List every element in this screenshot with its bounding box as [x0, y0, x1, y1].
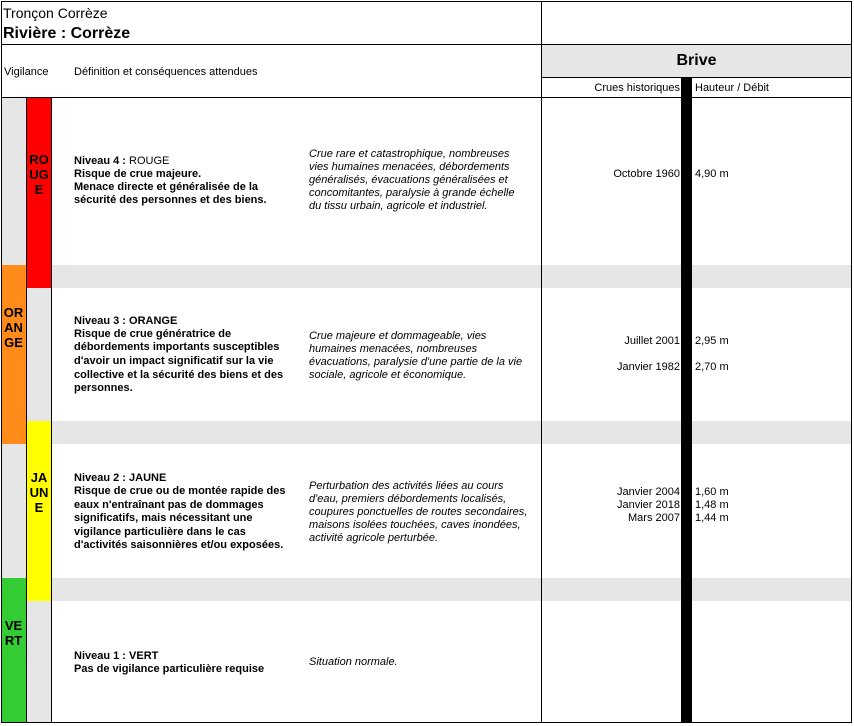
- level3-line-4: collective et la sécurité des biens et des: [74, 369, 284, 381]
- level3-line-2: débordements importants susceptibles: [74, 341, 280, 353]
- inner-grey-vert: [27, 601, 51, 723]
- scale-bar: [681, 77, 692, 723]
- level2-line-1: Risque de crue ou de montée rapide des: [74, 485, 286, 497]
- crue-date: Juillet 2001: [624, 335, 680, 347]
- level1-title: [74, 650, 158, 663]
- crue-date: Mars 2007: [628, 512, 680, 524]
- level3-desc-3: évacuations, paralysie d'une partie de la vie: [309, 356, 523, 368]
- level3-title: [74, 315, 177, 328]
- col-vigilance-header: Vigilance: [4, 66, 49, 78]
- separator-band-1: [51, 265, 851, 288]
- level4-prefix: Niveau 4 :: [74, 155, 130, 167]
- separator-band-2: [51, 421, 851, 444]
- level4-line-3: sécurité des personnes et des biens.: [74, 194, 267, 206]
- outer-vert-label: VERT: [4, 618, 23, 648]
- level2-prefix: Niveau 2 :: [74, 472, 130, 484]
- crue-date: Octobre 1960: [613, 168, 680, 180]
- level2-desc-3: coupures ponctuelles de routes secondaires,: [309, 506, 528, 518]
- crue-value: 2,70 m: [695, 361, 729, 373]
- crue-value: 4,90 m: [695, 168, 729, 180]
- level2-desc-1: Perturbation des activités liées au cours: [309, 480, 504, 492]
- inner-grey-orange: [27, 288, 51, 421]
- level2-line-2: eaux n'entraînant pas de dommages: [74, 499, 264, 511]
- level3-line-1: Risque de crue génératrice de: [74, 328, 232, 340]
- crue-date: Janvier 1982: [617, 361, 680, 373]
- outer-orange-band: [1, 265, 26, 444]
- level2-line-5: d'activités saisonnières et/ou exposées.: [74, 539, 284, 551]
- crue-date: Janvier 2018: [617, 499, 680, 511]
- crue-value: 1,60 m: [695, 486, 729, 498]
- level2-desc-2: d'eau, premiers débordements localisés,: [309, 493, 507, 505]
- line-station-left: [541, 1, 542, 723]
- level4-desc-1: Crue rare et catastrophique, nombreuses: [309, 148, 510, 160]
- level2-color: JAUNE: [129, 472, 167, 484]
- level4-desc-4: concomitantes, paralysie à grande échelle: [309, 187, 515, 199]
- col-hauteur-header: Hauteur / Débit: [695, 82, 769, 94]
- col-crues-header: Crues historiques: [594, 82, 680, 94]
- level2-line-3: significatifs, mais nécessitant une: [74, 512, 253, 524]
- level3-line-3: d'avoir un impact significatif sur la vie: [74, 355, 274, 367]
- line-colheaders: [1, 97, 852, 98]
- level2-desc-5: activité agricole perturbée.: [309, 532, 439, 544]
- line-vigilance-end: [51, 98, 52, 723]
- level3-line-5: personnes.: [74, 382, 133, 394]
- level4-desc-2: vies humaines menacées, débordements: [309, 161, 510, 173]
- level4-desc-5: du tissu urbain, agricole et industriel.: [309, 200, 488, 212]
- crue-value: 2,95 m: [695, 335, 729, 347]
- level1-desc-1: Situation normale.: [309, 656, 398, 668]
- crue-value: 1,44 m: [695, 512, 729, 524]
- level2-desc-4: maisons isolées touchées, caves inondées,: [309, 519, 521, 531]
- border-left: [1, 1, 2, 723]
- separator-band-3: [51, 578, 851, 601]
- river-title: Rivière : Corrèze: [3, 25, 131, 42]
- level1-prefix: Niveau 1 :: [74, 650, 130, 662]
- level1-color: VERT: [129, 650, 159, 662]
- level4-color: ROUGE: [129, 155, 170, 167]
- level4-line-2: Menace directe et généralisée de la: [74, 181, 259, 193]
- col-definition-header: Définition et conséquences attendues: [74, 66, 258, 78]
- level4-line-1: Risque de crue majeure.: [74, 168, 202, 180]
- crue-date: Janvier 2004: [617, 486, 680, 498]
- level4-title: [74, 155, 169, 168]
- line-vigilance-split: [26, 98, 27, 723]
- level2-line-4: vigilance particulière dans le cas: [74, 526, 246, 538]
- inner-rouge-label: ROUGE: [29, 152, 49, 197]
- inner-jaune-label: JAUNE: [29, 470, 49, 515]
- border-right: [851, 1, 852, 723]
- border-bottom: [1, 722, 852, 723]
- border-top: [1, 1, 852, 2]
- station-name: Brive: [676, 52, 717, 69]
- level3-desc-1: Crue majeure et dommageable, vies: [309, 330, 487, 342]
- level3-color: ORANGE: [129, 315, 178, 327]
- level3-prefix: Niveau 3 :: [74, 315, 130, 327]
- outer-vert-band: [1, 578, 26, 723]
- crue-value: 1,48 m: [695, 499, 729, 511]
- level3-desc-4: sociale, agricole et économique.: [309, 369, 467, 381]
- outer-orange-label: ORANGE: [3, 305, 24, 350]
- level4-desc-3: généralisés, évacuations généralisées et: [309, 174, 508, 186]
- line-header: [1, 44, 852, 45]
- outer-grey-mid: [1, 444, 26, 578]
- level3-desc-2: humaines menacées, nombreuses: [309, 343, 478, 355]
- level1-line-1: Pas de vigilance particulière requise: [74, 663, 265, 675]
- line-station: [542, 77, 852, 78]
- section-title: Tronçon Corrèze: [3, 5, 108, 21]
- outer-grey-top: [1, 98, 26, 265]
- level2-title: [74, 472, 166, 485]
